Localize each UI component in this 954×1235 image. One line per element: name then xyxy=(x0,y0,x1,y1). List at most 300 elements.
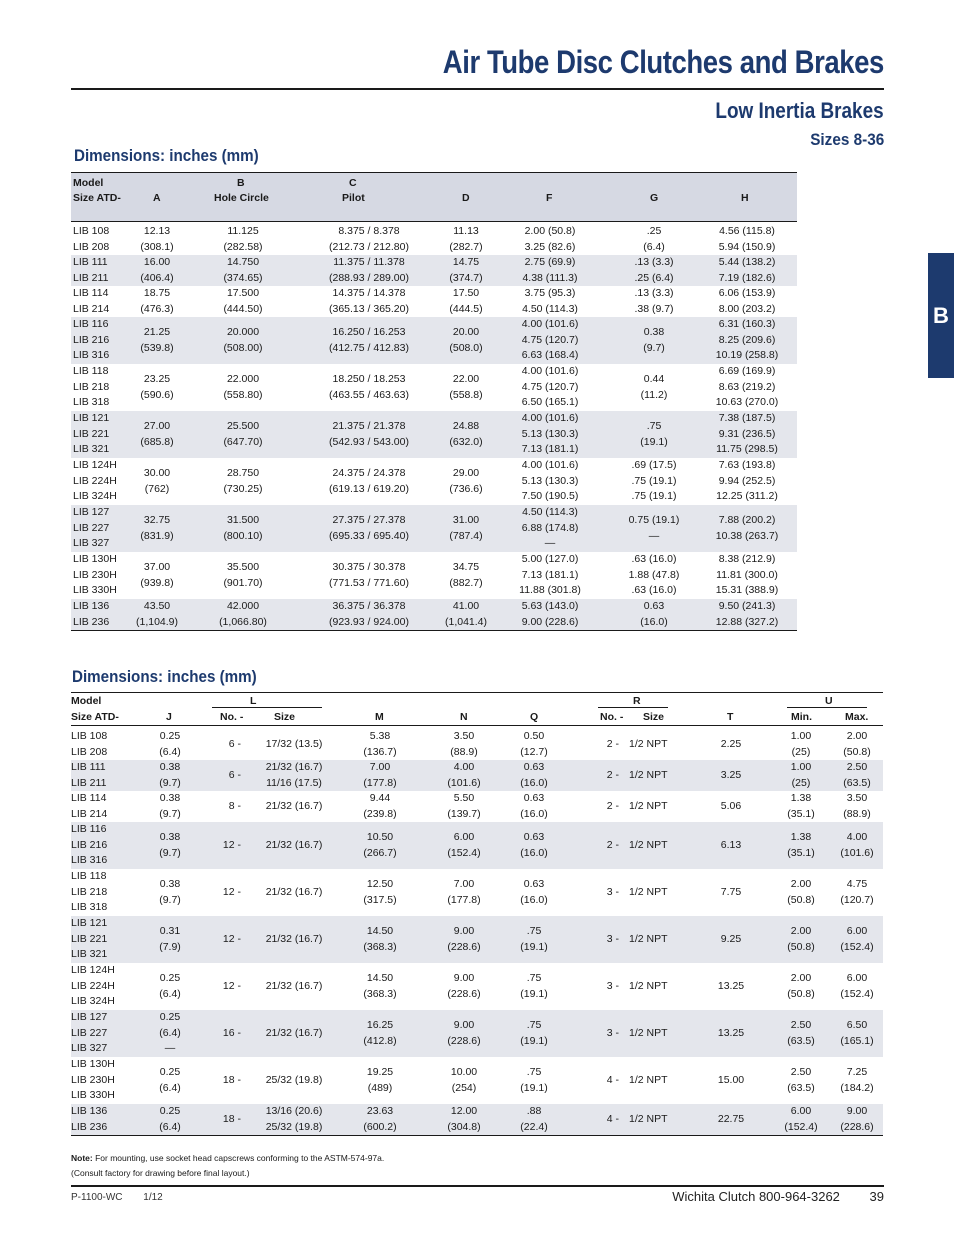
cell-u-min-line: 1.00 xyxy=(790,761,812,773)
cell-n-line: (228.6) xyxy=(447,987,481,1000)
cell-g-line: .75 (19.1) xyxy=(631,490,677,503)
cell-f-line: 4.38 (111.3) xyxy=(522,271,578,284)
cell-n-line: 3.50 xyxy=(453,730,475,742)
cell-t xyxy=(701,963,761,1010)
cell-a-line: 18.75 xyxy=(143,287,171,299)
cell-a xyxy=(127,286,187,317)
cell-r-size-line: 1/2 NPT xyxy=(629,885,668,898)
col-n: N xyxy=(460,711,468,723)
cell-d-line: (374.7) xyxy=(449,271,483,284)
cell-h-line: 9.94 (252.5) xyxy=(718,474,776,487)
cell-t-line: 6.13 xyxy=(720,838,742,851)
cell-j xyxy=(145,963,195,1010)
cell-j xyxy=(145,729,195,760)
cell-q xyxy=(504,916,564,963)
cell-r-no xyxy=(591,760,619,791)
col-g: G xyxy=(650,192,659,204)
cell-model xyxy=(71,869,131,916)
cell-h xyxy=(699,458,795,505)
cell-c-line: (619.13 / 619.20) xyxy=(329,482,409,495)
cell-model-line: LIB 208 xyxy=(71,745,108,758)
cell-d xyxy=(436,411,496,458)
cell-m xyxy=(350,916,410,963)
doc-code: P-1100-WC xyxy=(71,1192,123,1203)
cell-model-line: LIB 224H xyxy=(73,474,117,487)
cell-b xyxy=(208,505,278,552)
cell-q-line: .75 xyxy=(526,1066,542,1078)
cell-g-line: 0.44 xyxy=(643,373,665,385)
table-row-group xyxy=(71,411,797,458)
cell-g-line: (9.7) xyxy=(643,341,665,354)
cell-f-line: 4.50 (114.3) xyxy=(522,302,578,315)
cell-d-line: (632.0) xyxy=(449,435,483,448)
col-c-sub: Pilot xyxy=(342,192,365,204)
cell-f-line: 2.00 (50.8) xyxy=(524,225,576,237)
cell-model xyxy=(73,286,133,317)
cell-h-line: 10.38 (263.7) xyxy=(715,529,779,542)
cell-t-line: 7.75 xyxy=(720,885,742,898)
cell-b-line: 11.125 xyxy=(227,225,259,237)
cell-model xyxy=(73,364,133,411)
cell-h-line: 8.25 (209.6) xyxy=(718,333,776,346)
cell-h xyxy=(699,552,795,599)
cell-u-min-line: 1.00 xyxy=(790,730,812,742)
cell-c xyxy=(309,317,429,364)
cell-n xyxy=(434,963,494,1010)
cell-r-size xyxy=(629,791,675,822)
cell-m-line: (412.8) xyxy=(363,1034,397,1047)
cell-t-line: 5.06 xyxy=(720,799,742,812)
cell-f xyxy=(505,411,595,458)
cell-d xyxy=(436,599,496,630)
cell-c xyxy=(309,255,429,286)
cell-m-line: (368.3) xyxy=(363,987,397,1000)
cell-m-line: 10.50 xyxy=(366,831,394,843)
cell-b-line: (282.58) xyxy=(223,240,263,253)
cell-c xyxy=(309,224,429,255)
cell-h-line: 7.38 (187.5) xyxy=(718,412,776,425)
table1-end-rule xyxy=(71,630,797,631)
cell-j-line: — xyxy=(164,1042,176,1055)
table2-body xyxy=(71,729,883,1135)
cell-m xyxy=(350,1010,410,1057)
cell-model xyxy=(71,916,131,963)
cell-u-min-line: (50.8) xyxy=(787,940,815,953)
cell-g-line: .13 (3.3) xyxy=(634,256,674,268)
cell-q-line: .75 xyxy=(526,972,542,984)
cell-c-line: (288.93 / 289.00) xyxy=(329,271,409,284)
col-d: D xyxy=(462,192,470,204)
cell-n-line: 4.00 xyxy=(453,761,475,773)
table-row-group xyxy=(71,364,797,411)
table-row-group xyxy=(71,869,883,916)
mounting-note xyxy=(71,1151,384,1181)
cell-n xyxy=(434,791,494,822)
col-c: C xyxy=(349,177,357,189)
cell-g-line: (19.1) xyxy=(640,435,668,448)
cell-a xyxy=(127,255,187,286)
cell-g xyxy=(609,364,699,411)
cell-d-line: (558.8) xyxy=(449,388,483,401)
cell-q xyxy=(504,1057,564,1104)
cell-m xyxy=(350,791,410,822)
cell-c xyxy=(309,599,429,630)
cell-model xyxy=(71,791,131,822)
cell-g xyxy=(609,286,699,317)
cell-u-min-line: (50.8) xyxy=(787,987,815,1000)
cell-a-line: (476.3) xyxy=(140,302,174,315)
cell-a-line: 32.75 xyxy=(143,514,171,526)
cell-l-no xyxy=(211,1057,241,1104)
cell-h-line: 10.19 (258.8) xyxy=(715,349,779,362)
cell-c-line: 36.375 / 36.378 xyxy=(332,600,406,612)
cell-b xyxy=(208,552,278,599)
cell-t-line: 9.25 xyxy=(720,932,742,945)
cell-l-size xyxy=(249,822,339,869)
cell-l-size-line: 25/32 (19.8) xyxy=(265,1120,323,1133)
cell-l-no xyxy=(211,729,241,760)
cell-l-size-line: 13/16 (20.6) xyxy=(265,1105,323,1117)
cell-l-no xyxy=(211,791,241,822)
cell-model-line: LIB 136 xyxy=(73,600,110,612)
cell-l-size xyxy=(249,869,339,916)
cell-g xyxy=(609,255,699,286)
cell-model-line: LIB 318 xyxy=(71,901,108,914)
cell-b-line: (444.50) xyxy=(223,302,263,315)
cell-u-min-line: (152.4) xyxy=(784,1120,818,1133)
cell-m-line: (600.2) xyxy=(363,1120,397,1133)
cell-m-line: 7.00 xyxy=(369,761,391,773)
cell-g-line: .38 (9.7) xyxy=(634,302,674,315)
cell-u-max xyxy=(831,822,883,869)
cell-u-min-line: 2.50 xyxy=(790,1019,812,1031)
cell-model xyxy=(71,822,131,869)
col-b: B xyxy=(237,177,245,189)
cell-t xyxy=(701,760,761,791)
cell-model-line: LIB 114 xyxy=(71,792,107,804)
cell-l-no xyxy=(211,822,241,869)
cell-model xyxy=(73,411,133,458)
cell-m-line: (266.7) xyxy=(363,846,397,859)
cell-l-size-line: 21/32 (16.7) xyxy=(265,979,323,992)
cell-model xyxy=(73,255,133,286)
cell-u-max-line: (101.6) xyxy=(840,846,874,859)
cell-f xyxy=(505,458,595,505)
table-row-group xyxy=(71,1010,883,1057)
cell-d-line: 24.88 xyxy=(452,420,480,432)
col-h: H xyxy=(741,192,749,204)
cell-r-no xyxy=(591,791,619,822)
cell-m xyxy=(350,729,410,760)
cell-model xyxy=(71,1010,131,1057)
cell-u-max xyxy=(831,1057,883,1104)
cell-r-size xyxy=(629,1057,675,1104)
cell-q-line: (19.1) xyxy=(520,987,548,1000)
cell-b xyxy=(208,364,278,411)
cell-q-line: .75 xyxy=(526,1019,542,1031)
cell-f xyxy=(505,286,595,317)
cell-j-line: 0.25 xyxy=(159,1011,181,1024)
cell-j xyxy=(145,916,195,963)
cell-r-no xyxy=(591,729,619,760)
cell-l-no xyxy=(211,869,241,916)
cell-model-line: LIB 130H xyxy=(71,1058,115,1071)
cell-r-no-line: 3 - xyxy=(606,979,619,992)
cell-n-line: (152.4) xyxy=(447,846,481,859)
sizes-label: Sizes 8-36 xyxy=(809,130,884,149)
cell-model xyxy=(73,552,133,599)
cell-u-max-line: (228.6) xyxy=(840,1120,874,1133)
cell-m-line: 5.38 xyxy=(369,730,391,742)
cell-u-max xyxy=(831,1104,883,1135)
cell-j-line: 0.25 xyxy=(159,1105,181,1117)
cell-c xyxy=(309,458,429,505)
table2-header xyxy=(71,692,883,726)
cell-b xyxy=(208,599,278,630)
cell-g xyxy=(609,599,699,630)
cell-l-size-line: 21/32 (16.7) xyxy=(265,761,323,773)
cell-d-line: 17.50 xyxy=(452,287,480,299)
table-row-group xyxy=(71,286,797,317)
cell-a-line: 27.00 xyxy=(143,420,171,432)
cell-r-size-line: 1/2 NPT xyxy=(629,979,668,992)
cell-n xyxy=(434,1104,494,1135)
table-row-group xyxy=(71,224,797,255)
cell-b xyxy=(208,317,278,364)
cell-u-max xyxy=(831,869,883,916)
cell-model-line: LIB 230H xyxy=(71,1073,115,1086)
col-r-no: No. - xyxy=(600,711,624,723)
cell-h xyxy=(699,505,795,552)
cell-u-max-line: (120.7) xyxy=(840,893,874,906)
cell-u-min-line: (25) xyxy=(791,776,811,789)
cell-u-min-line: 2.00 xyxy=(790,925,812,937)
cell-u-min-line: (63.5) xyxy=(787,1081,815,1094)
cell-h xyxy=(699,599,795,630)
cell-q-line: 0.63 xyxy=(523,761,545,773)
cell-c-line: 11.375 / 11.378 xyxy=(333,256,405,268)
cell-u-min xyxy=(776,760,826,791)
col-model-sub: Size ATD- xyxy=(71,711,119,723)
cell-q-line: (16.0) xyxy=(520,893,548,906)
cell-f-line: 4.00 (101.6) xyxy=(521,459,579,472)
cell-model-line: LIB 327 xyxy=(71,1042,108,1055)
cell-c-line: (412.75 / 412.83) xyxy=(329,341,409,354)
cell-l-no-line: 8 - xyxy=(228,799,241,812)
cell-c-line: 8.375 / 8.378 xyxy=(338,225,400,237)
cell-b-line: 31.500 xyxy=(226,514,260,526)
cell-j-line: (9.7) xyxy=(159,846,181,859)
cell-m xyxy=(350,963,410,1010)
cell-model-line: LIB 111 xyxy=(73,256,108,268)
cell-l-no-line: 12 - xyxy=(222,932,241,945)
footer-left xyxy=(71,1192,163,1203)
cell-j-line: 0.31 xyxy=(159,925,181,937)
cell-u-max-line: 9.00 xyxy=(846,1105,868,1117)
cell-model-line: LIB 330H xyxy=(73,584,117,597)
cell-b-line: (558.80) xyxy=(223,388,263,401)
page-subtitle: Low Inertia Brakes xyxy=(715,98,884,123)
cell-n-line: (228.6) xyxy=(447,1034,481,1047)
cell-j-line: 0.25 xyxy=(159,730,181,742)
cell-d-line: (508.0) xyxy=(449,341,483,354)
cell-l-no xyxy=(211,1104,241,1135)
cell-f-line: 6.50 (165.1) xyxy=(521,396,579,409)
cell-b xyxy=(208,255,278,286)
cell-l-size xyxy=(249,760,339,791)
cell-a-line: (590.6) xyxy=(140,388,174,401)
cell-l-no xyxy=(211,963,241,1010)
cell-n-line: 12.00 xyxy=(450,1105,478,1117)
cell-a xyxy=(127,552,187,599)
cell-c-line: 21.375 / 21.378 xyxy=(332,420,406,432)
col-j: J xyxy=(166,711,172,723)
cell-d-line: (282.7) xyxy=(449,240,483,253)
cell-a-line: (308.1) xyxy=(140,240,174,253)
cell-n xyxy=(434,760,494,791)
cell-m-line: 14.50 xyxy=(366,972,394,984)
cell-b-line: 28.750 xyxy=(226,467,260,479)
cell-c xyxy=(309,286,429,317)
cell-a-line: (1,104.9) xyxy=(135,615,179,628)
cell-h-line: 8.38 (212.9) xyxy=(718,553,776,566)
cell-h xyxy=(699,255,795,286)
cell-n xyxy=(434,869,494,916)
note-line-1: For mounting, use socket head capscrews conforming to the ASTM-574-97a. xyxy=(92,1153,385,1163)
cell-l-size xyxy=(249,1010,339,1057)
cell-u-max xyxy=(831,729,883,760)
cell-h-line: 15.31 (388.9) xyxy=(715,584,779,597)
cell-model-line: LIB 116 xyxy=(73,318,109,331)
cell-n-line: (101.6) xyxy=(447,776,481,789)
cell-b xyxy=(208,458,278,505)
table1-title: Dimensions: inches (mm) xyxy=(74,147,259,165)
cell-l-size-line: 17/32 (13.5) xyxy=(265,737,323,750)
col-r-rule xyxy=(598,707,668,708)
cell-n-line: 9.00 xyxy=(453,925,475,937)
cell-r-no-line: 2 - xyxy=(606,838,619,851)
cell-f-line: 3.25 (82.6) xyxy=(524,240,576,253)
note-line-2: (Consult factory for drawing before final layout.) xyxy=(71,1168,250,1178)
cell-model-line: LIB 124H xyxy=(73,459,117,472)
cell-b-line: 14.750 xyxy=(226,256,260,268)
cell-a-line: (762) xyxy=(144,482,170,495)
cell-u-min xyxy=(776,822,826,869)
cell-model xyxy=(73,599,133,630)
cell-u-min-line: (35.1) xyxy=(787,807,815,820)
cell-r-no-line: 2 - xyxy=(606,768,619,781)
cell-h xyxy=(699,286,795,317)
cell-f-line: 11.88 (301.8) xyxy=(519,584,581,597)
cell-a xyxy=(127,505,187,552)
cell-r-size-line: 1/2 NPT xyxy=(629,737,668,750)
cell-f xyxy=(505,505,595,552)
cell-d-line: 34.75 xyxy=(452,561,480,573)
cell-b-line: (374.65) xyxy=(223,271,263,284)
cell-m-line: (489) xyxy=(367,1081,393,1094)
cell-f-line: 7.50 (190.5) xyxy=(521,490,579,503)
cell-a-line: 30.00 xyxy=(143,467,171,479)
cell-model-line: LIB 227 xyxy=(71,1026,108,1039)
doc-date: 1/12 xyxy=(143,1192,163,1203)
cell-u-min-line: (35.1) xyxy=(787,846,815,859)
cell-l-size xyxy=(249,1057,339,1104)
cell-n-line: 9.00 xyxy=(453,972,475,984)
cell-j-line: (6.4) xyxy=(159,1081,181,1094)
section-tab: B xyxy=(928,253,954,378)
cell-c-line: 24.375 / 24.378 xyxy=(332,467,406,479)
cell-f-line: 5.13 (130.3) xyxy=(521,427,579,440)
cell-r-no-line: 2 - xyxy=(606,737,619,750)
cell-q-line: 0.50 xyxy=(523,730,545,742)
cell-h-line: 8.63 (219.2) xyxy=(718,380,776,393)
cell-h-line: 4.56 (115.8) xyxy=(719,225,775,237)
cell-u-max xyxy=(831,760,883,791)
cell-f-line: 4.75 (120.7) xyxy=(521,333,579,346)
cell-j-line: (6.4) xyxy=(159,1120,181,1133)
cell-u-max-line: (50.8) xyxy=(843,745,871,758)
cell-model xyxy=(71,729,131,760)
cell-t xyxy=(701,1057,761,1104)
cell-model-line: LIB 236 xyxy=(71,1120,108,1133)
cell-model-line: LIB 321 xyxy=(73,443,110,456)
cell-a-line: (539.8) xyxy=(140,341,174,354)
cell-r-no-line: 4 - xyxy=(606,1073,619,1086)
cell-model-line: LIB 114 xyxy=(73,287,109,299)
cell-r-size-line: 1/2 NPT xyxy=(629,1073,668,1086)
cell-u-min xyxy=(776,963,826,1010)
cell-u-max-line: 4.00 xyxy=(846,831,868,843)
cell-m-line: 9.44 xyxy=(369,792,391,804)
cell-model-line: LIB 108 xyxy=(71,730,108,742)
cell-g xyxy=(609,224,699,255)
cell-l-size-line: 21/32 (16.7) xyxy=(265,932,323,945)
cell-j-line: 0.38 xyxy=(159,761,181,773)
cell-b-line: 22.000 xyxy=(226,373,260,385)
cell-a-line: (831.9) xyxy=(140,529,174,542)
cell-r-no xyxy=(591,916,619,963)
cell-u-max-line: (63.5) xyxy=(843,776,871,789)
cell-t-line: 15.00 xyxy=(717,1073,745,1086)
col-l-rule xyxy=(212,707,322,708)
col-f: F xyxy=(546,192,553,204)
col-u: U xyxy=(825,695,833,707)
title-rule xyxy=(71,88,884,90)
page-title: Air Tube Disc Clutches and Brakes xyxy=(442,44,884,80)
cell-n xyxy=(434,916,494,963)
cell-d xyxy=(436,286,496,317)
cell-r-no-line: 3 - xyxy=(606,1026,619,1039)
cell-u-min xyxy=(776,1010,826,1057)
cell-j-line: 0.25 xyxy=(159,972,181,984)
cell-q-line: (19.1) xyxy=(520,940,548,953)
cell-g-line: 0.63 xyxy=(643,600,665,612)
cell-q xyxy=(504,760,564,791)
cell-f xyxy=(505,317,595,364)
cell-h-line: 7.63 (193.8) xyxy=(718,459,776,472)
cell-t-line: 22.75 xyxy=(717,1112,745,1125)
cell-a xyxy=(127,599,187,630)
table-row-group xyxy=(71,599,797,630)
cell-model xyxy=(73,224,133,255)
cell-g-line: 0.75 (19.1) xyxy=(628,514,680,526)
col-l-size: Size xyxy=(274,711,296,723)
cell-c xyxy=(309,364,429,411)
cell-n-line: (228.6) xyxy=(447,940,481,953)
cell-b-line: (647.70) xyxy=(223,435,263,448)
cell-b-line: 17.500 xyxy=(226,287,260,299)
cell-model xyxy=(71,1057,131,1104)
